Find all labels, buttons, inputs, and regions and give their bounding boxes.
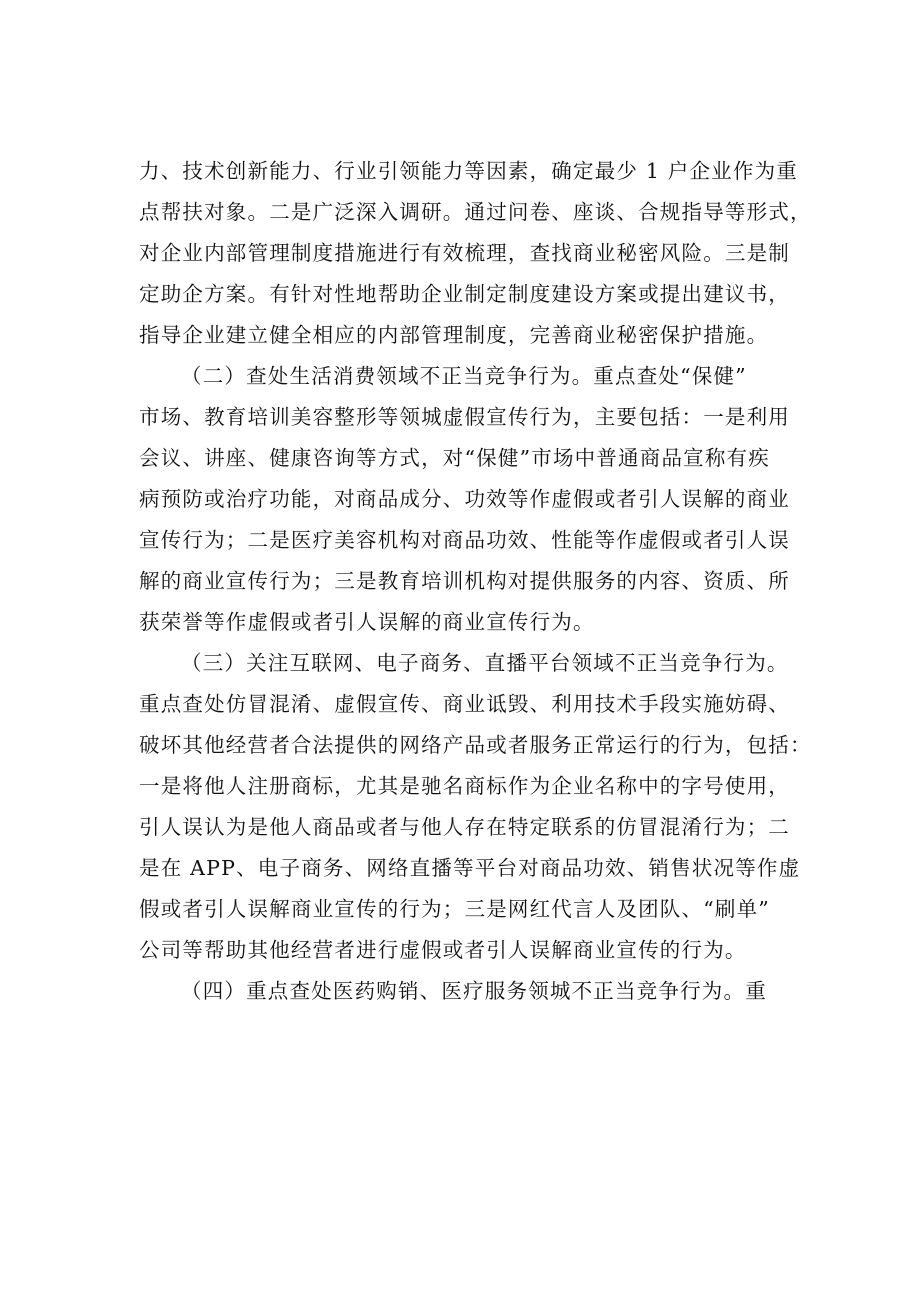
- text-line: 一是将他人注册商标，尤其是驰名商标作为企业名称中的字号使用，: [139, 774, 790, 798]
- text-line: 定助企方案。有针对性地帮助企业制定制度建设方案或提出建议书，: [139, 282, 790, 306]
- paragraph-1: [139, 151, 812, 356]
- text-line: 假或者引人误解商业宣传的行为；三是网红代言人及团队、“刷单”: [139, 897, 770, 921]
- text-line: （四）重点查处医药购销、医疗服务领城不正当竞争行为。重: [181, 979, 767, 1003]
- text-line: （二）查处生活消费领域不正当竞争行为。重点查处“保健”: [181, 364, 747, 388]
- text-line: 病预防或治疗功能，对商品成分、功效等作虚假或者引人误解的商业: [139, 487, 790, 511]
- text-line: （三）关注互联网、电子商务、直播平台领域不正当竞争行为。: [181, 651, 789, 675]
- text-line: 力、技术创新能力、行业引领能力等因素，确定最少 1 户企业作为重: [139, 159, 798, 183]
- text-line: 重点查处仿冒混淆、虚假宣传、商业诋毁、利用技术手段实施妨碍、: [139, 692, 790, 716]
- paragraph-4: [139, 971, 799, 1012]
- text-line: 引人误认为是他人商品或者与他人存在特定联系的仿冒混淆行为；二: [139, 815, 790, 839]
- text-line: 点帮扶对象。二是广泛深入调研。通过问卷、座谈、合规指导等形式，: [139, 200, 812, 224]
- text-line: 市场、教育培训美容整形等领城虚假宣传行为，主要包括：一是利用: [139, 405, 790, 429]
- paragraph-2: [139, 356, 799, 643]
- text-line: 宣传行为；二是医疗美容机构对商品功效、性能等作虚假或者引人误: [139, 528, 790, 552]
- paragraph-3: [139, 643, 812, 971]
- text-line: 解的商业宣传行为；三是教育培训机构对提供服务的内容、资质、所: [139, 569, 790, 593]
- text-line: 获荣誉等作虚假或者引人误解的商业宣传行为。: [139, 610, 595, 634]
- text-line: 破坏其他经营者合法提供的网络产品或者服务正常运行的行为，包括：: [139, 733, 812, 757]
- text-line: 会议、讲座、健康咨询等方式，对“保健”市场中普通商品宣称有疾: [139, 446, 770, 470]
- text-line: 是在 APP、电子商务、网络直播等平台对商品功效、销售状况等作虚: [139, 856, 801, 880]
- document-body: [139, 151, 812, 1012]
- text-line: 指导企业建立健全相应的内部管理制度，完善商业秘密保护措施。: [139, 323, 769, 347]
- text-line: 对企业内部管理制度措施进行有效梳理，查找商业秘密风险。三是制: [139, 241, 790, 265]
- text-line: 公司等帮助其他经营者进行虚假或者引人误解商业宣传的行为。: [139, 938, 747, 962]
